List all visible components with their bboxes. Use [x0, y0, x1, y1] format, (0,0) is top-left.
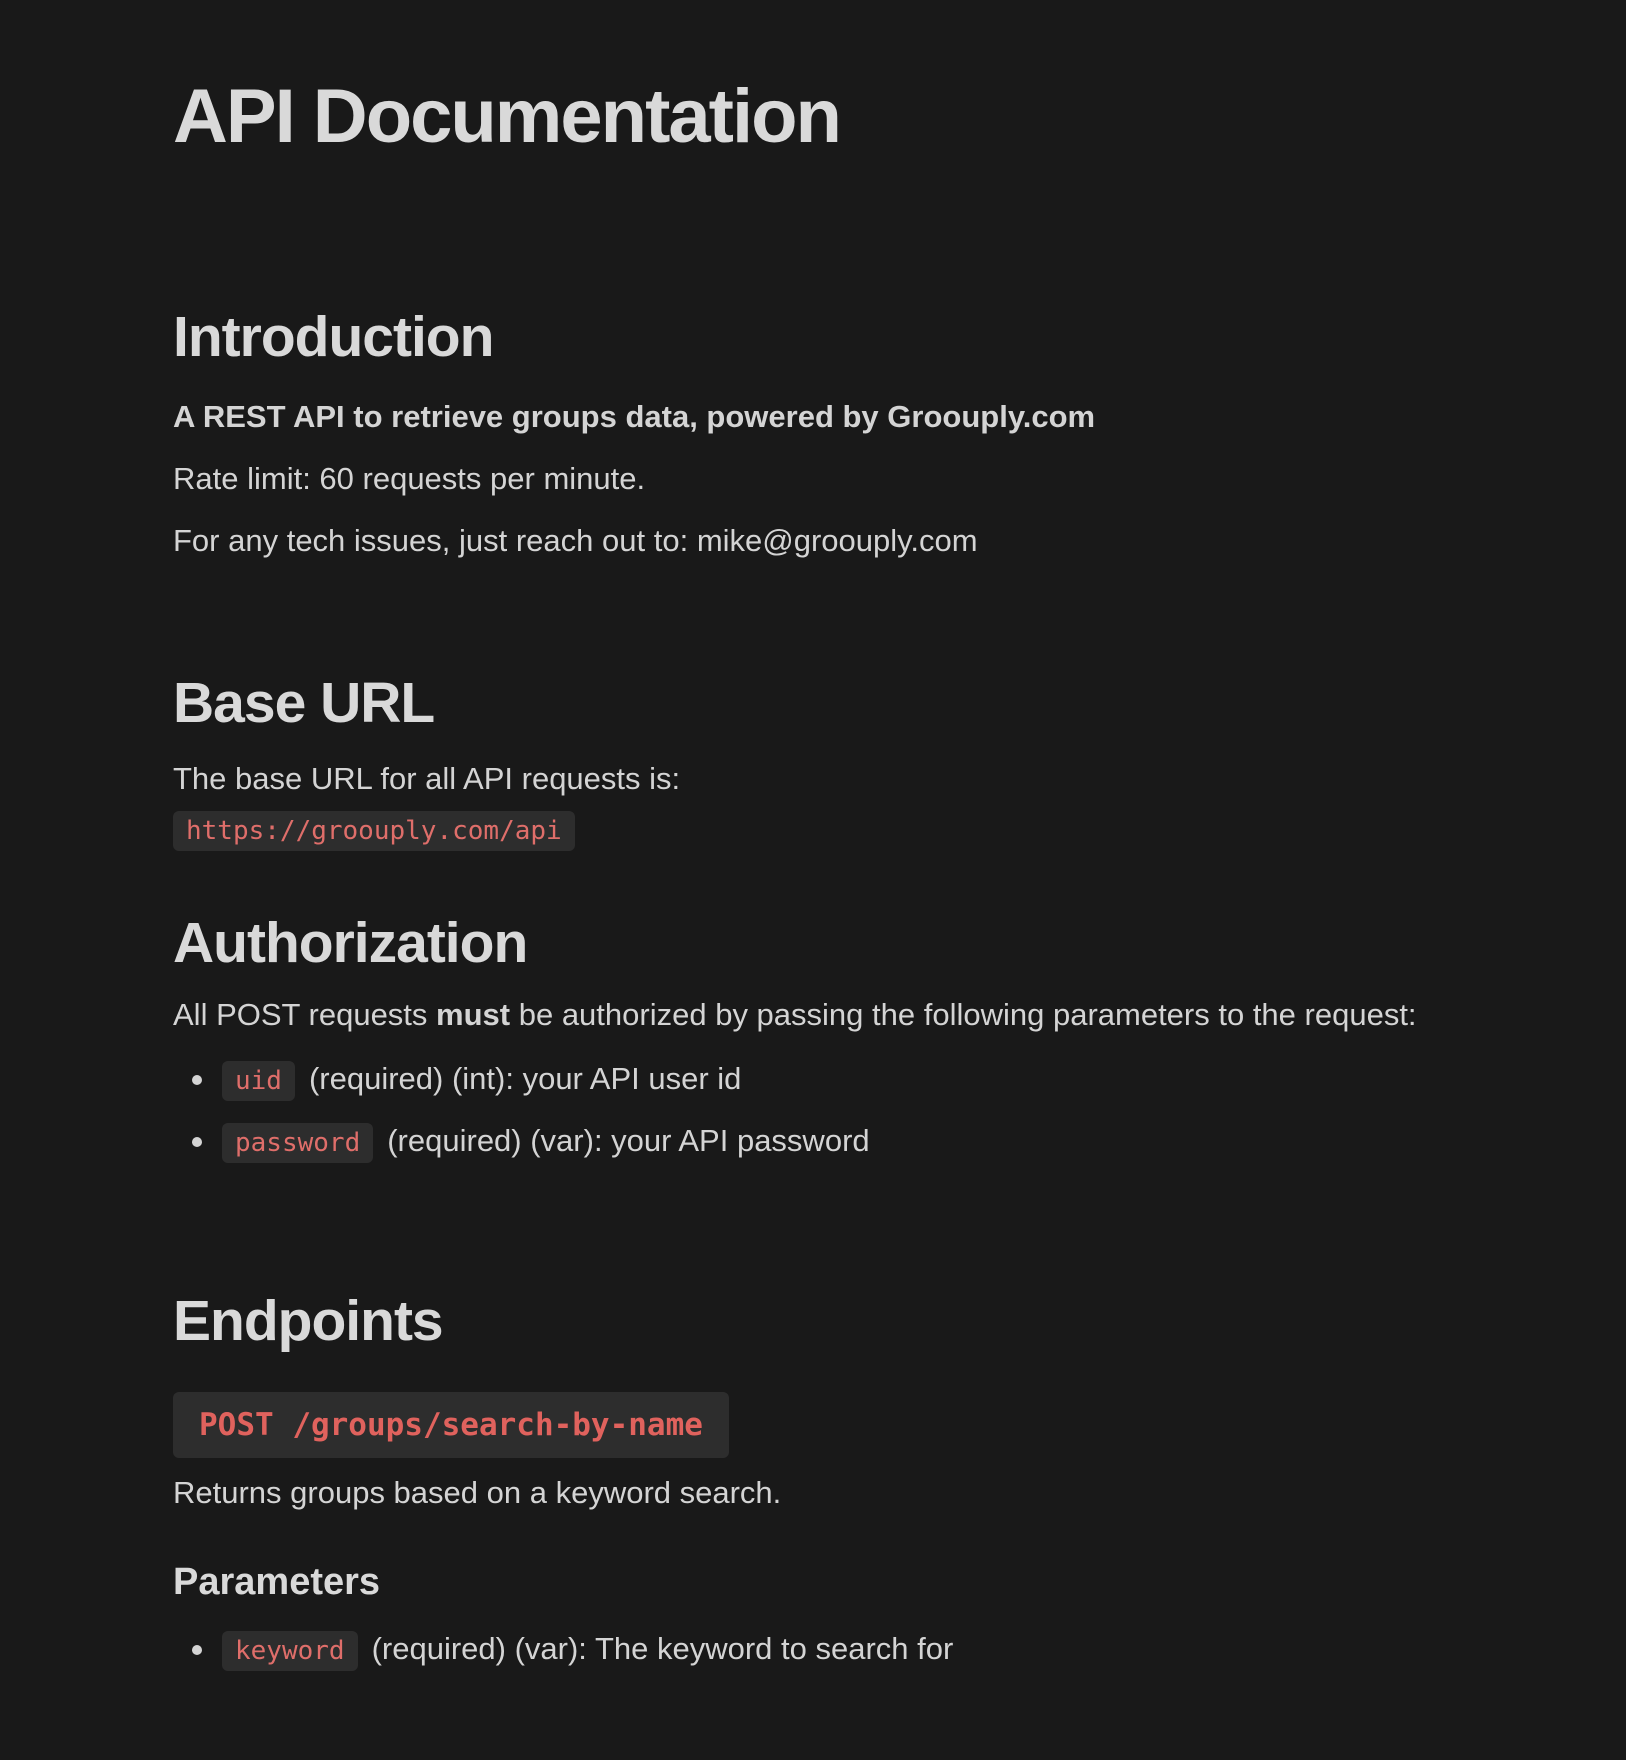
- parameters-heading: Parameters: [173, 1561, 381, 1603]
- base-url-inline-code: https://groouply.com/api: [173, 811, 575, 851]
- support-email: mike@groouply.com: [696, 523, 978, 558]
- bullet-icon: [192, 1645, 202, 1655]
- base-url-heading: Base URL: [173, 671, 435, 735]
- authorization-description-suffix: be authorized by passing the following parameters to the request:: [510, 997, 1417, 1032]
- param-content: [222, 1118, 870, 1166]
- api-documentation-page: [0, 72, 1626, 1674]
- param-content: [222, 1626, 953, 1674]
- endpoint-search-by-name: [173, 1356, 1453, 1674]
- section-authorization: [173, 908, 1453, 1166]
- page-title: API Documentation: [173, 74, 840, 159]
- auth-param-item-password: [173, 1118, 1453, 1166]
- must-emphasis: must: [436, 997, 511, 1032]
- authorization-description: [173, 992, 1453, 1038]
- bullet-icon: [192, 1137, 202, 1147]
- param-code-chip: keyword: [222, 1631, 358, 1671]
- section-introduction: [173, 302, 1453, 564]
- endpoints-heading: Endpoints: [173, 1289, 443, 1353]
- section-base-url: [173, 668, 1453, 846]
- endpoint-description: Returns groups based on a keyword search.: [173, 1475, 782, 1510]
- param-code-chip: password: [222, 1123, 373, 1163]
- endpoint-signature: POST /groups/search-by-name: [173, 1392, 729, 1458]
- base-url-description: The base URL for all API requests is:: [173, 761, 681, 796]
- base-url-code-block: [173, 816, 575, 846]
- bullet-icon: [192, 1075, 202, 1085]
- support-text: [173, 518, 1453, 564]
- endpoint-param-item-keyword: [173, 1626, 1453, 1674]
- rate-limit-text: Rate limit: 60 requests per minute.: [173, 461, 646, 496]
- param-description: (required) (var): The keyword to search for: [371, 1631, 954, 1666]
- support-text-prefix: For any tech issues, just reach out to:: [173, 523, 697, 558]
- section-endpoints: [173, 1286, 1453, 1674]
- param-code-chip: uid: [222, 1061, 295, 1101]
- param-content: [222, 1056, 741, 1104]
- api-tagline: A REST API to retrieve groups data, powered by Groouply.com: [173, 399, 1096, 434]
- authorization-heading: Authorization: [173, 911, 528, 975]
- auth-param-item-uid: [173, 1056, 1453, 1104]
- authorization-description-prefix: All POST requests: [173, 997, 437, 1032]
- param-description: (required) (int): your API user id: [308, 1061, 742, 1096]
- introduction-heading: Introduction: [173, 305, 494, 369]
- param-description: (required) (var): your API password: [387, 1123, 870, 1158]
